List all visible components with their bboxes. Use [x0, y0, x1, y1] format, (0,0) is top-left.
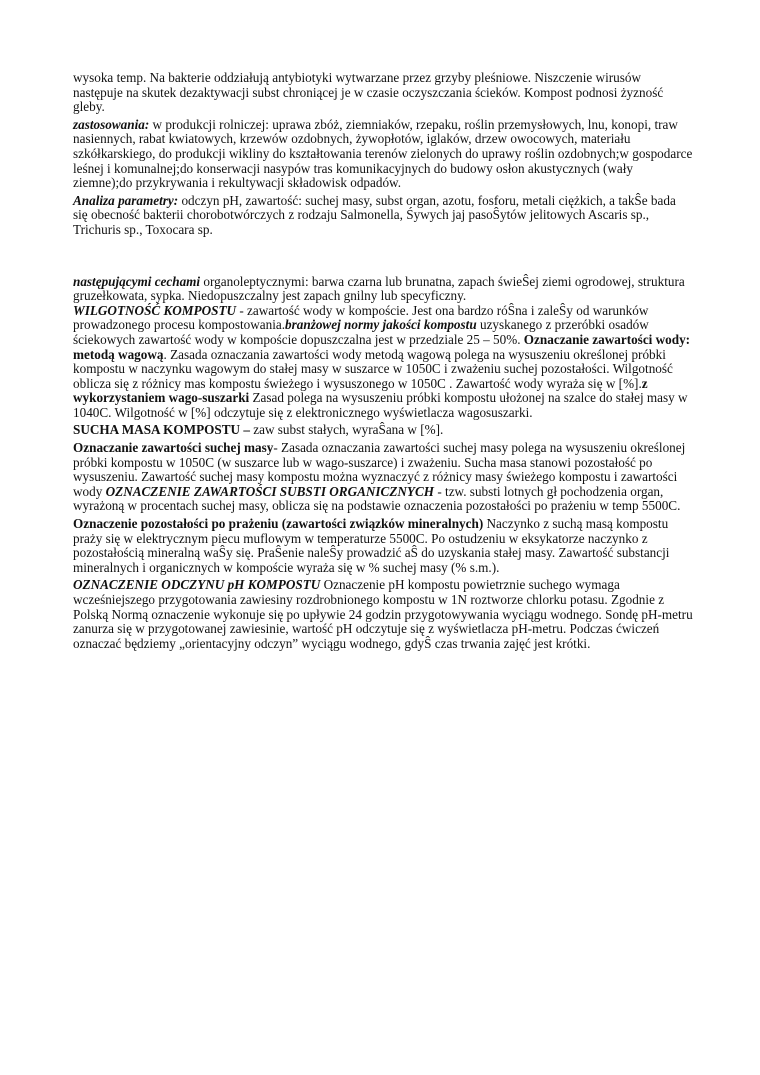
paragraph-dry-mass — [73, 423, 693, 438]
applications-text: w produkcji rolniczej: uprawa zbóż, ziemniaków, rzepaku, roślin przemysłowych, lnu, konopi, traw nasiennych, rabat kwiatowych, krzewów ozdobnych, żywopłotów, iglaków, drzew owocowych, materiału szkółkarskiego, do produkcji wikliny do kształtowania terenów zielonych do uprawy roślin ozdobnych;w gospodarce leśnej i komunalnej;do konserwacji nasypów tras komunikacyjnych do budowy osłon akustycznych (wały ziemne);do przykrywania i rekultywacji składowisk odpadów. — [73, 116, 693, 191]
document-page — [73, 71, 693, 654]
dry-mass-text: zaw subst stałych, wyraŜana w [%]. — [249, 422, 444, 438]
dryer-method-heading: z wykorzystaniem wago-suszarki — [73, 375, 648, 406]
section-gap — [73, 241, 693, 275]
organic-heading: OZNACZENIE ZAWARTOŚCI SUBSTI ORGANICZNYCH — [105, 483, 435, 499]
paragraph-text: wysoka temp. Na bakterie oddziałują antybiotyki wytwarzane przez grzyby pleśniowe. Niszczenie wirusów następuje na skutek dezaktywacji subst chroniącej je w czasie oczyszczania ścieków. Kompost podnosi żyzność gleby. — [73, 70, 664, 115]
paragraph-ph — [73, 578, 693, 651]
features-heading: następującymi cechami — [73, 273, 201, 289]
applications-heading: zastosowania: — [73, 116, 150, 132]
norm-heading: branżowej normy jakości kompostu — [285, 317, 477, 333]
ignition-text: Naczynko z suchą masą kompostu praży się w elektrycznym piecu muflowym w temperaturze 5500C. Po ostudzeniu w eksykatorze naczynko z pozostałością mineralną waŜy się. PraŜenie naleŜy prowadzić aŜ do uzyskania stałej masy. Zawartość substancji mineralnych i organicznych w kompoście wyraża się w % suchej masy (% s.m.). — [73, 516, 670, 575]
dryer-method-text: Zasad polega na wysuszeniu próbki kompostu ułożonej na szalce do stałej masy w 1040C. Wilgotność w [%] odczytuje się z elektronicznego wyświetlacza wagosuszarki. — [73, 390, 688, 420]
paragraph-ignition — [73, 517, 693, 575]
norm-text: uzyskanego z przeróbki osadów ściekowych zawartość wody w kompoście dopuszczalna jest w przedziale 25 – 50%. — [73, 317, 649, 347]
ph-heading: OZNACZENIE ODCZYNU pH KOMPOSTU — [73, 577, 321, 593]
paragraph-dry-mass-method — [73, 441, 693, 514]
dry-mass-method-heading: Oznaczanie zawartości suchej masy — [73, 440, 274, 456]
moisture-heading: WILGOTNOŚĆ KOMPOSTU — [73, 302, 237, 318]
dry-mass-method-text: - Zasada oznaczania zawartości suchej masy polega na wysuszeniu określonej próbki kompostu w 1050C (w suszarce lub w wago-suszarce) i zważeniu. Sucha masa stanowi pozostałość po wysuszeniu. Zawartość suchej masy kompostu można wyznaczyć z różnicy masy świeżego kompostu i zawartości wody — [73, 440, 686, 499]
features-text: organoleptycznymi: barwa czarna lub brunatna, zapach świeŜej ziemi ogrodowej, struktura gruzełkowata, sypka. Niedopuszczalny jest zapach gnilny lub specyficzny. — [73, 273, 685, 304]
paragraph-applications — [73, 118, 693, 191]
water-method-heading: Oznaczanie zawartości wody: metodą wagową — [73, 331, 691, 362]
analysis-heading: Analiza parametry: — [73, 192, 179, 208]
water-method-text: . Zasada oznaczania zawartości wody metodą wagową polega na wysuszeniu określonej próbki kompostu w naczynku wagowym do stałej masy w suszarce w 1050C i zważeniu suchej pozostałości. Wilgotność oblicza się z różnicy mas kompostu świeżego i wysuszonego w 1050C . Zawartość wody wyraża się w [%]. — [73, 346, 673, 391]
moisture-text: - zawartość wody w kompoście. Jest ona bardzo róŜna i zaleŜy od warunków prowadzonego procesu kompostowania. — [73, 302, 649, 333]
ignition-heading: Oznaczenie pozostałości po prażeniu (zawartości związków mineralnych) — [73, 516, 484, 532]
ph-text: Oznaczenie pH kompostu powietrznie suchego wymaga wcześniejszego przygotowania zawiesiny rozdrobnionego kompostu w 1N roztworze chlorku potasu. Zgodnie z Polską Normą oznaczenie wykonuje się po upływie 24 godzin przygotowywania wyciągu wodnego. Sondę pH-metru zanurza się w przygotowanej zawiesinie, wartość pH odczytuje się z wyświetlacza pH-metru. Podczas ćwiczeń oznaczać będziemy „orientacyjny odczyn” wyciągu wodnego, gdyŜ czas trwania zajęć jest krótki. — [73, 577, 693, 651]
paragraph-features — [73, 275, 693, 421]
dry-mass-heading: SUCHA MASA KOMPOSTU – — [73, 422, 250, 438]
organic-text: - tzw. substi lotnych gł pochodzenia organ, wyrażoną w procentach suchej masy, oblicza się na podstawie oznaczenia pozostałości po prażeniu w temp 5500C. — [73, 483, 681, 514]
analysis-text: odczyn pH, zawartość: suchej masy, subst organ, azotu, fosforu, metali ciężkich, a takŜe bada się obecność bakterii chorobotwórczych z rodzaju Salmonella, Śywych jaj pasoŜytów jelitowych Ascaris sp., Trichuris sp., Toxocara sp. — [73, 192, 676, 237]
paragraph-analysis — [73, 194, 693, 238]
paragraph-bacteria — [73, 71, 693, 115]
